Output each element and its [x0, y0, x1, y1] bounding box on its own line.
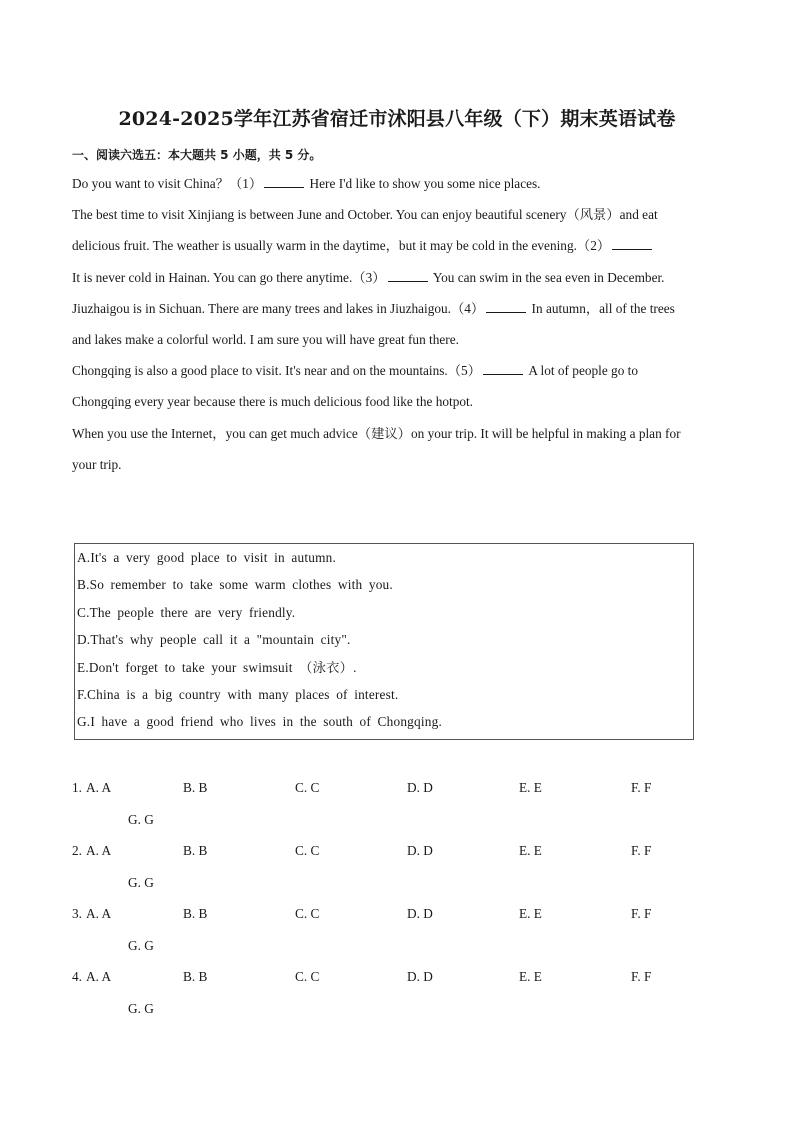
passage-line: [72, 204, 722, 235]
passage-line: [72, 235, 722, 266]
answer-choice[interactable]: A. A: [86, 906, 112, 921]
passage-line: [72, 173, 722, 204]
section-heading: 一、阅读六选五：本大题共 5 小题，共 5 分。: [72, 148, 322, 162]
question-row: [72, 903, 732, 935]
answer-choice[interactable]: C. C: [295, 780, 320, 795]
answer-choice[interactable]: E. E: [519, 969, 542, 984]
answer-choice[interactable]: D. D: [407, 780, 433, 795]
passage-text: Chongqing every year because there is much delicious food like the hotpot.: [72, 394, 474, 410]
answer-choice[interactable]: C. C: [295, 969, 320, 984]
passage-text: It is never cold in Hainan. You can go there anytime.（3）: [72, 269, 386, 285]
question-row: [72, 840, 732, 872]
passage-text: A lot of people go to: [525, 363, 639, 379]
answer-choice[interactable]: F. F: [631, 843, 652, 858]
question-row: [72, 966, 732, 998]
passage-text: and lakes make a colorful world. I am sure you will have great fun there.: [72, 331, 459, 347]
passage-text: Chongqing is also a good place to visit. It's near and on the mountains.（5）: [72, 363, 482, 379]
question-row: [72, 777, 732, 809]
answer-choice[interactable]: E. E: [519, 843, 542, 858]
question-list: [72, 777, 732, 1029]
answer-blank[interactable]: [486, 300, 526, 313]
answer-blank[interactable]: [264, 175, 304, 188]
passage-line: [72, 329, 722, 360]
question-row-continued: [72, 809, 732, 841]
passage-line: [72, 298, 722, 329]
question-row-continued: [72, 935, 732, 967]
option-item: G.I have a good friend who lives in the south of Chongqing.: [77, 714, 442, 730]
answer-blank[interactable]: [388, 269, 428, 282]
options-box: [74, 543, 694, 740]
passage-line: [72, 423, 722, 454]
option-item: D.That's why people call it a "mountain city".: [77, 632, 351, 648]
question-number: 4.: [72, 969, 82, 984]
answer-choice[interactable]: A. A: [86, 969, 112, 984]
answer-choice[interactable]: G. G: [128, 811, 154, 827]
passage-text: Here I'd like to show you some nice places.: [306, 176, 541, 191]
answer-choice[interactable]: A. A: [86, 843, 112, 858]
passage-text: You can swim in the sea even in December.: [429, 269, 665, 285]
option-item: F.China is a big country with many places of interest.: [77, 686, 399, 702]
answer-choice[interactable]: A. A: [86, 780, 112, 795]
passage-text: Do you want to visit China？（1）: [72, 176, 263, 191]
question-number: 1.: [72, 780, 82, 795]
question-row-continued: [72, 998, 732, 1030]
passage-text: Jiuzhaigou is in Sichuan. There are many trees and lakes in Jiuzhaigou.（4）: [72, 300, 485, 316]
passage-line: [72, 391, 722, 422]
answer-choice[interactable]: E. E: [519, 906, 542, 921]
passage-line: [72, 454, 722, 485]
passage-text: In autumn，all of the trees: [528, 300, 675, 316]
answer-choice[interactable]: D. D: [407, 843, 433, 858]
reading-passage: [72, 173, 722, 485]
answer-choice[interactable]: G. G: [128, 874, 154, 890]
answer-choice[interactable]: C. C: [295, 906, 320, 921]
answer-choice[interactable]: B. B: [183, 780, 208, 795]
answer-choice[interactable]: D. D: [407, 969, 433, 984]
option-item: C.The people there are very friendly.: [77, 604, 296, 620]
answer-choice[interactable]: G. G: [128, 1000, 154, 1016]
passage-line: [72, 360, 722, 391]
question-row-continued: [72, 872, 732, 904]
question-number: 2.: [72, 843, 82, 858]
answer-blank[interactable]: [612, 237, 652, 250]
option-item: A.It's a very good place to visit in autumn.: [77, 550, 336, 565]
passage-text: delicious fruit. The weather is usually warm in the daytime，but it may be cold in the evening.（2）: [72, 238, 611, 254]
passage-line: [72, 267, 722, 298]
option-item: B.So remember to take some warm clothes with you.: [77, 577, 393, 593]
answer-choice[interactable]: F. F: [631, 969, 652, 984]
passage-text: When you use the Internet，you can get much advice（建议）on your trip. It will be helpful in making a plan for: [72, 425, 681, 441]
answer-choice[interactable]: B. B: [183, 969, 208, 984]
answer-choice[interactable]: C. C: [295, 843, 320, 858]
answer-choice[interactable]: B. B: [183, 843, 208, 858]
answer-blank[interactable]: [483, 362, 523, 375]
passage-text: your trip.: [72, 456, 122, 472]
passage-text: The best time to visit Xinjiang is between June and October. You can enjoy beautiful scenery（风景）and eat: [72, 207, 658, 223]
answer-choice[interactable]: B. B: [183, 906, 208, 921]
question-number: 3.: [72, 906, 82, 921]
option-item: E.Don't forget to take your swimsuit （泳衣）.: [77, 659, 357, 675]
answer-choice[interactable]: G. G: [128, 937, 154, 953]
page-title: 2024-2025学年江苏省宿迁市沭阳县八年级（下）期末英语试卷: [118, 108, 676, 130]
answer-choice[interactable]: E. E: [519, 780, 542, 795]
answer-choice[interactable]: D. D: [407, 906, 433, 921]
answer-choice[interactable]: F. F: [631, 906, 652, 921]
answer-choice[interactable]: F. F: [631, 780, 652, 795]
